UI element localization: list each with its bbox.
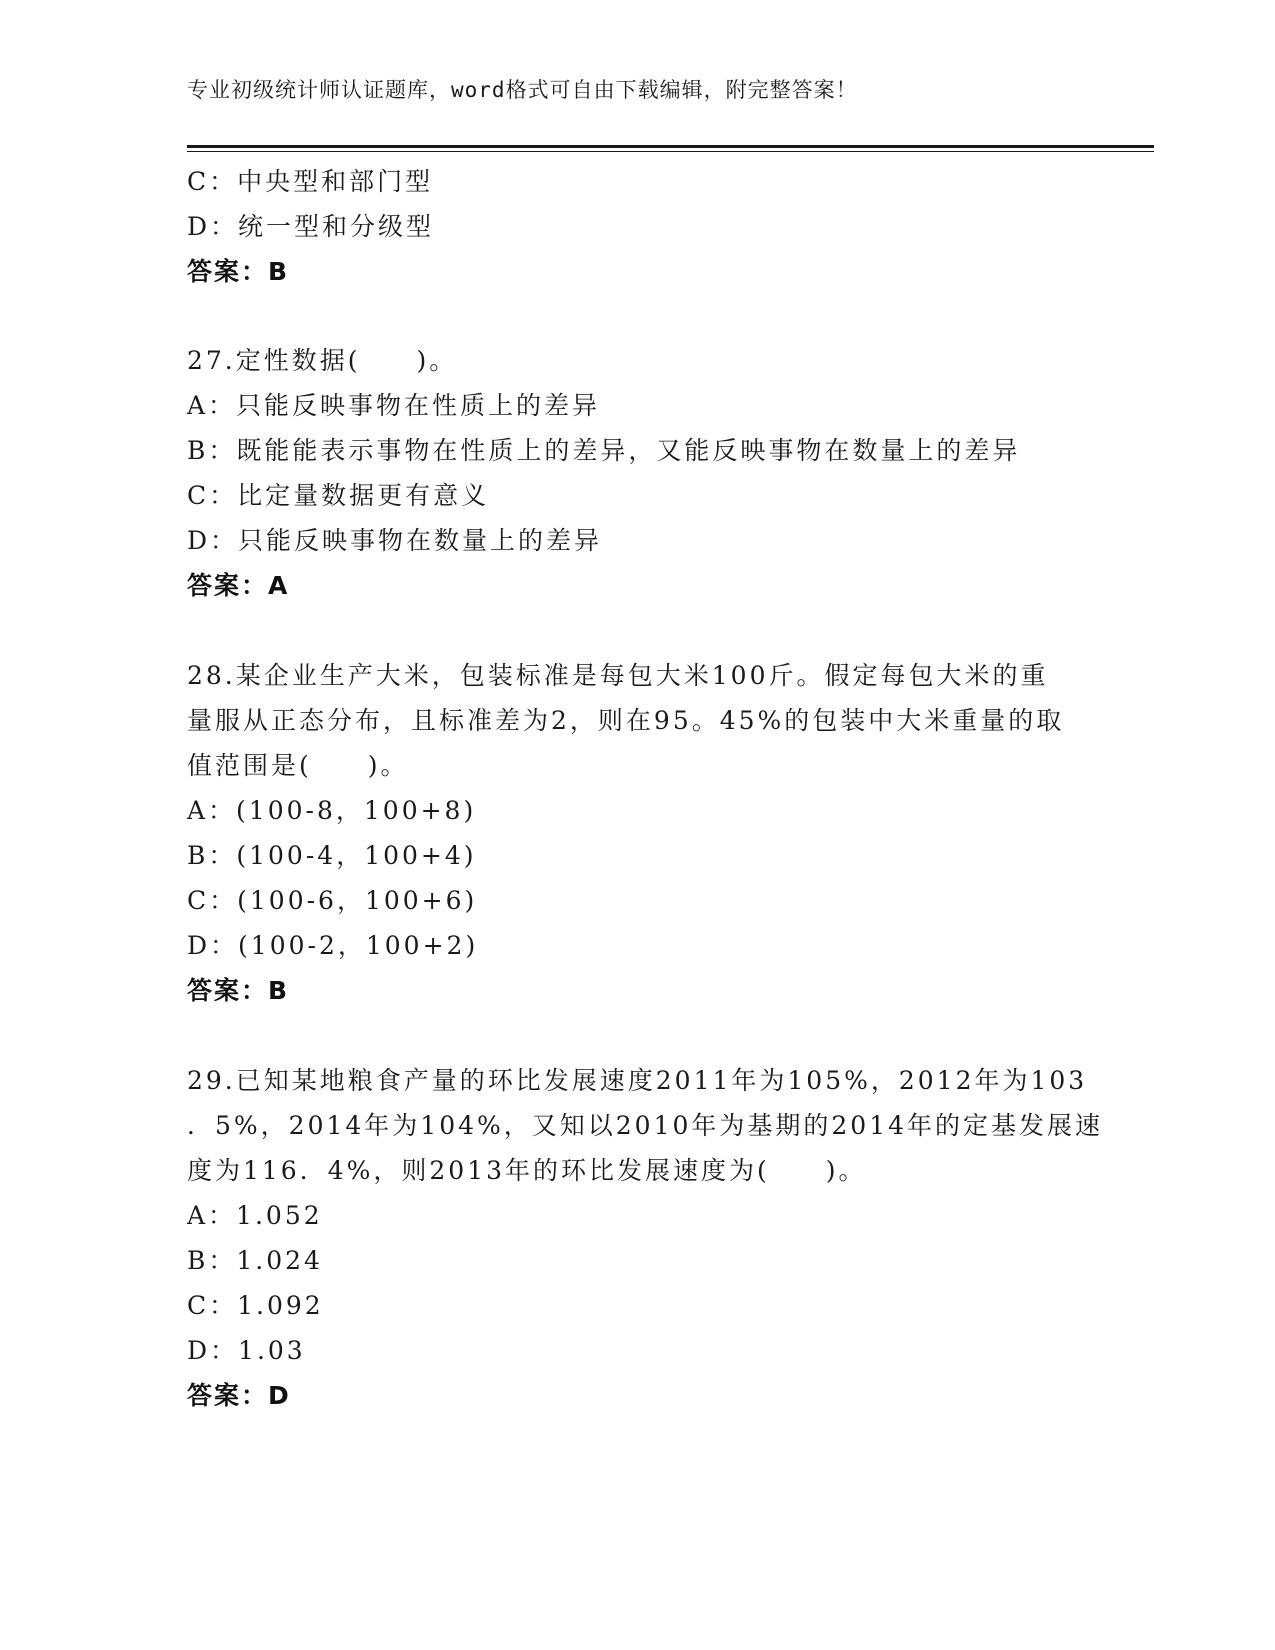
header-rule-thick (187, 145, 1154, 148)
q27-option-a: A：只能反映事物在性质上的差异 (187, 391, 601, 420)
q29-stem-line-3: 度为116．4%，则2013年的环比发展速度为( )。 (187, 1156, 867, 1185)
q29-option-c: C：1.092 (187, 1291, 324, 1320)
q26-option-c: C：中央型和部门型 (187, 167, 434, 196)
q29-answer: 答案：D (187, 1381, 291, 1410)
page-header: 专业初级统计师认证题库，word格式可自由下载编辑，附完整答案！ (187, 78, 858, 102)
q29-stem-line-1: 29.已知某地粮食产量的环比发展速度2011年为105%，2012年为103 (187, 1066, 1088, 1095)
q26-answer: 答案：B (187, 257, 290, 286)
q29-stem-line-2: ．5%，2014年为104%，又知以2010年为基期的2014年的定基发展速 (187, 1111, 1104, 1140)
q29-option-d: D：1.03 (187, 1336, 306, 1365)
q28-stem-line-3: 值范围是( )。 (187, 751, 409, 780)
q27-option-b: B：既能能表示事物在性质上的差异，又能反映事物在数量上的差异 (187, 436, 1021, 465)
q28-stem-line-2: 量服从正态分布，且标准差为2，则在95。45%的包装中大米重量的取 (187, 706, 1065, 735)
q28-answer: 答案：B (187, 976, 290, 1005)
q28-option-d: D：(100-2，100+2) (187, 931, 479, 960)
q28-option-a: A：(100-8，100+8) (187, 796, 477, 825)
header-rule-thin (187, 151, 1154, 152)
q28-stem-line-1: 28.某企业生产大米，包装标准是每包大米100斤。假定每包大米的重 (187, 661, 1049, 690)
q28-option-b: B：(100-4，100+4) (187, 841, 477, 870)
q27-answer: 答案：A (187, 571, 290, 600)
q27-stem: 27.定性数据( )。 (187, 346, 458, 375)
q27-option-c: C：比定量数据更有意义 (187, 481, 490, 510)
q27-option-d: D：只能反映事物在数量上的差异 (187, 526, 603, 555)
q29-option-a: A：1.052 (187, 1201, 323, 1230)
q29-option-b: B：1.024 (187, 1246, 323, 1275)
q26-option-d: D：统一型和分级型 (187, 212, 435, 241)
q28-option-c: C：(100-6，100+6) (187, 886, 478, 915)
